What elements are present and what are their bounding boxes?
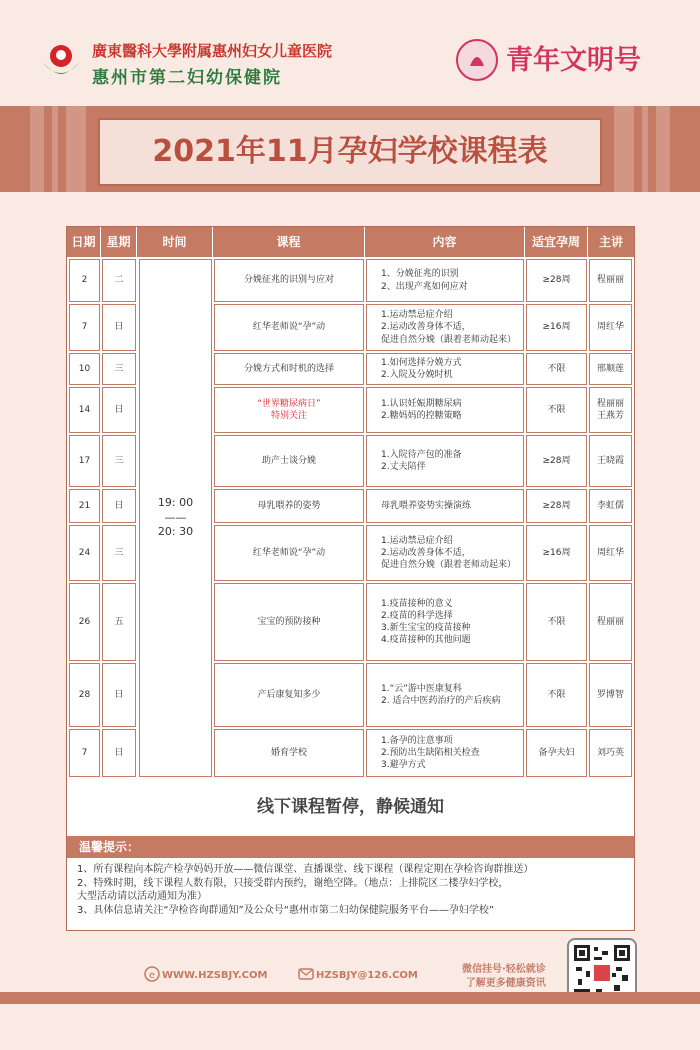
weekday-cell: 日 xyxy=(102,387,136,433)
tip-line: 1、所有课程向本院产检孕妈妈开放——微信课堂、直播课堂、线下课程（课程定期在孕检咨询群推送） xyxy=(77,864,534,875)
speaker-cell-line: 周红华 xyxy=(596,547,624,558)
weekday-cell: 二 xyxy=(102,259,136,302)
content-cell xyxy=(366,353,524,385)
hospital-logo-icon xyxy=(38,38,84,84)
website-icon xyxy=(144,966,160,982)
content-cell xyxy=(366,489,524,523)
speaker-cell xyxy=(589,304,632,351)
time-start: 19: 00 xyxy=(157,495,194,509)
header-week: 适宜孕周 xyxy=(525,227,588,257)
content-cell xyxy=(366,663,524,727)
hospital-subname: 惠州市第二妇幼保健院 xyxy=(92,68,282,88)
course-cell xyxy=(214,304,364,351)
content-cell-line: 1.备孕的注意事项 xyxy=(381,735,453,746)
email-icon xyxy=(298,966,314,982)
speaker-cell xyxy=(589,259,632,302)
youth-badge-icon xyxy=(455,38,499,82)
speaker-cell-line: 程丽丽 xyxy=(596,616,624,627)
content-cell xyxy=(366,729,524,777)
week-cell: 不限 xyxy=(526,583,587,661)
content-cell-line: 1.运动禁忌症介绍 xyxy=(381,535,453,546)
slogan-line: 了解更多健康资讯 xyxy=(465,978,546,989)
email-link[interactable]: HZSBJY@126.COM xyxy=(316,970,418,981)
content-cell-line: 1.运动禁忌症介绍 xyxy=(381,310,453,321)
weekday-cell: 三 xyxy=(102,353,136,385)
hospital-name: 廣東醫科大學附属惠州妇女儿童医院 xyxy=(92,42,333,60)
date-cell: 7 xyxy=(69,304,100,351)
header-date: 日期 xyxy=(67,227,101,257)
speaker-cell xyxy=(589,435,632,487)
week-cell: ≥16周 xyxy=(526,304,587,351)
date-cell: 14 xyxy=(69,387,100,433)
date-cell: 28 xyxy=(69,663,100,727)
content-cell-line: 2.入院及分娩时机 xyxy=(381,370,453,380)
brand-title: 青年文明号 xyxy=(506,45,641,76)
content-cell-line: 2.运动改善身体不适， xyxy=(381,322,471,333)
content-cell-line: 1.认识妊娠期糖尿病 xyxy=(381,398,462,409)
stripe-decoration xyxy=(642,106,648,192)
weekday-cell: 日 xyxy=(102,304,136,351)
speaker-cell-line: 李虹儒 xyxy=(596,500,624,511)
content-cell-line: 2.丈夫陪伴 xyxy=(381,462,426,472)
date-cell: 2 xyxy=(69,259,100,302)
date-cell: 21 xyxy=(69,489,100,523)
content-cell-line: 1.如何选择分娩方式 xyxy=(381,357,462,368)
header-course: 课程 xyxy=(213,227,365,257)
course-cell-line: 宝宝的预防接种 xyxy=(257,616,321,627)
stripe-decoration xyxy=(614,106,634,192)
week-cell: ≥28周 xyxy=(526,435,587,487)
time-cell xyxy=(139,259,212,777)
table-header-row xyxy=(67,227,634,257)
tips-body xyxy=(77,863,632,917)
slogan-line: 微信挂号·轻松就诊 xyxy=(462,964,546,975)
speaker-cell xyxy=(589,583,632,661)
notice-text: 线下课程暂停，静候通知 xyxy=(257,797,444,817)
content-cell-line: 4.疫苗接种的其他问题 xyxy=(381,635,471,646)
content-cell-line: 2.运动改善身体不适， xyxy=(381,547,471,558)
bottom-band xyxy=(0,1004,700,1050)
course-cell-line: “世界糖尿病日” xyxy=(257,398,321,409)
speaker-cell-line: 罗博智 xyxy=(596,689,624,700)
date-cell: 17 xyxy=(69,435,100,487)
title-box xyxy=(98,118,602,186)
course-cell-line: 分娩方式和时机的选择 xyxy=(243,363,334,374)
footer-bar xyxy=(0,992,700,1004)
weekday-cell: 日 xyxy=(102,729,136,777)
tip-line: 3、具体信息请关注“孕检咨询群通知”及公众号“惠州市第二妇幼保健院服务平台——孕妇学校” xyxy=(77,904,495,916)
course-cell xyxy=(214,435,364,487)
content-cell-line: 母乳喂养姿势实操演练 xyxy=(381,500,472,511)
content-cell-line: 1.“云”游中医康复科 xyxy=(381,683,462,694)
content-cell xyxy=(366,259,524,302)
date-cell: 24 xyxy=(69,525,100,581)
weekday-cell: 三 xyxy=(102,525,136,581)
content-cell xyxy=(366,583,524,661)
course-cell-line: 红华老师说“孕”动 xyxy=(252,322,326,333)
content-cell-line: 促进自然分娩（跟着老师动起来） xyxy=(381,560,517,571)
content-cell xyxy=(366,387,524,433)
course-cell xyxy=(214,583,364,661)
tip-line: 大型活动请以活动通知为准） xyxy=(77,891,207,902)
course-cell xyxy=(214,353,364,385)
course-cell xyxy=(214,525,364,581)
week-cell: ≥28周 xyxy=(526,259,587,302)
speaker-cell xyxy=(589,663,632,727)
speaker-cell xyxy=(589,387,632,433)
weekday-cell: 五 xyxy=(102,583,136,661)
stripe-decoration xyxy=(52,106,58,192)
week-cell: 不限 xyxy=(526,353,587,385)
speaker-cell-line: 程丽丽 xyxy=(596,398,624,409)
stripe-decoration xyxy=(66,106,86,192)
course-cell-line: 红华老师说“孕”动 xyxy=(252,547,326,558)
week-cell: ≥28周 xyxy=(526,489,587,523)
content-cell-line: 促进自然分娩（跟着老师动起来） xyxy=(381,334,517,345)
content-cell-line: 2.糖妈妈的控糖策略 xyxy=(381,411,462,421)
content-cell-line: 2. 适合中医药治疗的产后疾病 xyxy=(381,696,501,706)
header-weekday: 星期 xyxy=(101,227,137,257)
course-cell-line: 助产士谈分娩 xyxy=(261,455,316,466)
speaker-cell-line: 刘巧英 xyxy=(596,747,624,758)
date-cell: 26 xyxy=(69,583,100,661)
speaker-cell xyxy=(589,489,632,523)
page-header xyxy=(0,0,700,100)
date-cell: 7 xyxy=(69,729,100,777)
course-cell-line: 分娩征兆的识别与应对 xyxy=(243,275,334,286)
svg-text:e: e xyxy=(148,970,156,981)
course-cell xyxy=(214,259,364,302)
schedule-table xyxy=(66,226,635,931)
week-cell: 备孕夫妇 xyxy=(526,729,587,777)
course-cell-line: 婚育学校 xyxy=(270,747,307,758)
week-cell: 不限 xyxy=(526,387,587,433)
speaker-cell-line: 邢顺莲 xyxy=(596,363,624,374)
speaker-cell-line: 周红华 xyxy=(596,322,624,333)
header-speaker: 主讲 xyxy=(598,235,623,249)
content-cell-line: 2、出现产兆如何应对 xyxy=(381,281,468,292)
header-time: 时间 xyxy=(137,227,213,257)
content-cell-line: 1、分娩征兆的识别 xyxy=(381,269,459,280)
footer-slogan xyxy=(462,963,546,991)
speaker-cell xyxy=(589,525,632,581)
content-cell-line: 1.疫苗接种的意义 xyxy=(381,598,453,609)
stripe-decoration xyxy=(30,106,44,192)
speaker-cell-line: 王燕芳 xyxy=(596,411,624,421)
content-cell-line: 2.预防出生缺陷相关检查 xyxy=(381,747,480,758)
content-cell-line: 3.新生宝宝的疫苗接种 xyxy=(381,623,471,633)
week-cell: ≥16周 xyxy=(526,525,587,581)
course-cell xyxy=(214,663,364,727)
weekday-cell: 日 xyxy=(102,489,136,523)
speaker-cell xyxy=(589,729,632,777)
course-cell xyxy=(214,489,364,523)
tip-line: 2、特殊时期，线下课程人数有限，只接受群内预约，谢绝空降。（地点：上排院区二楼孕妇学校， xyxy=(77,877,509,889)
speaker-cell-line: 程丽丽 xyxy=(596,275,624,286)
course-cell-line: 产后康复知多少 xyxy=(257,689,321,700)
time-end: 20: 30 xyxy=(157,525,194,539)
weekday-cell: 三 xyxy=(102,435,136,487)
website-link[interactable]: WWW.HZSBJY.COM xyxy=(162,970,268,981)
content-cell-line: 2.疫苗的科学选择 xyxy=(381,610,453,621)
content-cell-line: 3.避孕方式 xyxy=(381,760,426,771)
course-cell xyxy=(214,387,364,433)
content-cell xyxy=(366,525,524,581)
stripe-decoration xyxy=(656,106,670,192)
speaker-cell-line: 王晓霞 xyxy=(596,455,624,466)
time-separator: —— xyxy=(164,510,187,524)
date-cell: 10 xyxy=(69,353,100,385)
weekday-cell: 日 xyxy=(102,663,136,727)
content-cell xyxy=(366,304,524,351)
speaker-cell xyxy=(589,353,632,385)
course-cell-line: 特别关注 xyxy=(270,411,307,421)
content-cell xyxy=(366,435,524,487)
course-cell xyxy=(214,729,364,777)
tips-heading: 温馨提示： xyxy=(67,836,634,858)
week-cell: 不限 xyxy=(526,663,587,727)
header-content: 内容 xyxy=(365,227,525,257)
content-cell-line: 1.入院待产包的准备 xyxy=(381,449,462,460)
page-title: 2021年11月孕妇学校课程表 xyxy=(152,134,548,169)
course-cell-line: 母乳喂养的姿势 xyxy=(257,500,321,511)
